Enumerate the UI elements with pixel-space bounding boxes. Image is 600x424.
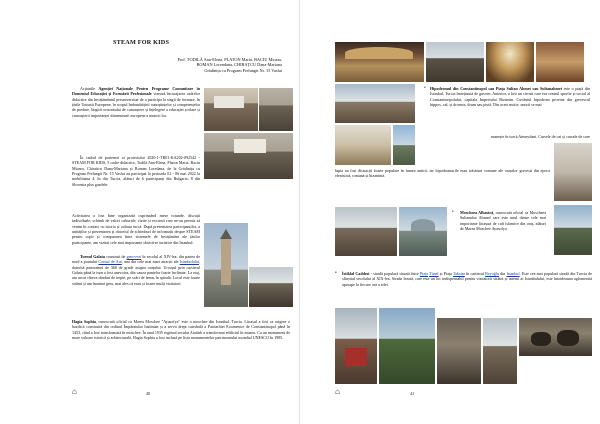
- hippodrome-continuation: numește în turcă Atmeydani. Cursele de cai și cursele de care: [490, 134, 590, 139]
- bullet-blue-mosque: •: [452, 210, 454, 215]
- photo-group-blue-mosque: [335, 207, 397, 256]
- intro-paragraph: Acțiunile Agenției Naționale Pentru Programe Comunitare în Domeniul Educației și Formării Profesionale vizează încurajarea cadrelor didactice din învățământul preuniversitar de a participa la stagii de formare, în țările Uniunii Europene, în scopul îmbunătățirii cunoștințelor și competențelor de predare, lărgirii orizontului de cunoaștere și înțelegere a educației școlare și cunoașterii importanței dimensiunii europene a muncii lor.: [72, 86, 200, 118]
- home-icon-left: ⌂: [72, 387, 77, 396]
- hippodrome-ending: lupta au fost distracții foarte populare în lumea antică, iar hipodromurile erau trăsături comune ale orașelor grecești din epoca elenistică, romană și bizantină.: [335, 168, 550, 179]
- cornul-de-aur-link[interactable]: Cornul de Aur: [98, 259, 122, 265]
- photo-group-street: [483, 318, 517, 384]
- tunel-link[interactable]: Tünel: [429, 271, 439, 276]
- istiklal-title: İstiklal Caddesi: [342, 271, 370, 276]
- blue-mosque-paragraph: Moscheea Albastră, cunoscută oficial ca Moscheea Sultanului Ahmed care este unul dintre cele mai importante lăcașuri de cult islamice din oraș, alături de Marea Moschee Ayasofya.: [460, 210, 546, 232]
- bullet-hippodrome: •: [424, 86, 426, 91]
- photo-istiklal-street: [379, 308, 435, 384]
- beyoglu-link[interactable]: Beyoğlu: [485, 271, 499, 276]
- photo-group-park: [554, 205, 592, 255]
- page-number-right: 41: [410, 391, 415, 396]
- hagia-sophia-label: Hagia Sophia: [72, 319, 96, 324]
- activity-paragraph: Activitatea a fost bine organizată cuprinzând mese rotunde, discuții individuale, schimb de valori culturale, vizite și excursii care ne-au permis să venim în contact cu istoria și cultura turcă. După prezentarea participanților, a unităților și prezentarea și obiceiul de schimburi de informații despre STEAM pentru copii și compararea între sistemele de învățământ ale țărilor participante, am vizitat cele mai importante obiective turistice din Istanbul.: [72, 213, 200, 245]
- photo-mosque-interior-2: [536, 42, 584, 82]
- photo-presentation: [259, 88, 293, 131]
- photo-dome-ceiling: [486, 42, 534, 82]
- photo-seminar: [204, 133, 293, 179]
- authors-block: [72, 57, 282, 73]
- photo-mosque-interior-1: [335, 42, 424, 82]
- photo-galata-tower: [204, 223, 248, 307]
- galata-label: Turnul Galata: [80, 254, 105, 259]
- istanbul-link-right[interactable]: Istanbul: [506, 271, 520, 276]
- blue-mosque-title: Moscheea Albastră,: [460, 210, 495, 215]
- photo-blue-mosque: [399, 207, 447, 256]
- authors-line-1: Prof. TODILĂ Ana-Elena, PLATON Maria, BACIU Mioara,: [177, 57, 282, 62]
- right-page: [300, 0, 600, 424]
- photo-museum: [437, 318, 481, 384]
- galata-paragraph: Turnul Galata construit de genovezi în secolul al XIV-lea, din partea de nord a pontului Cornul de Aur, una din cele mai mari atracții ale Istanbulului, datorită panoramei de 360 de grade asupra orașului. Urcușul prin cartierul Galata până la turn a fost anevoios, din cauza pantelor foarte înclinate. La etaj, am urcat câteva rânduri de trepte, pe scări de lemn, în spirală. Locul este foarte strâmt și am înaintat greu, mai ales că erau și foarte mulți vizitatori.: [72, 254, 201, 286]
- istiklal-paragraph: İstiklal Caddesi - stradă populară situată între Piața Tünel și Piața Taksim în cartierul Beyoğlu din Istanbul. Este cea mai populară stradă din Turcia de sfârșitul secolului al XIX-lea. Strada lezată, care este un loc indispensabil pentru vizitatorii străini și interni ai Istanbulului, este întotdeauna aglomerată aproape la fiecare oră a zilei.: [342, 271, 592, 287]
- photo-hippodrome-crowd: [426, 42, 484, 82]
- hagia-sophia-paragraph: Hagia Sophia, cunoscută oficial ca Marea Moschee "Ayasofya" este o moschee din Istanbul, Turcia. Lăcașul a fost ca origine o bazilică construită din ordinul Împăratului Iustinian și a servit drept catedrală a Patriarhiei Ecumenice de Constantinopol până în 1453, când a fost transformată în moschee. În anul 1935 regimul secular Atatürk a transformat edificiul în muzeu. Ca un monument de mare valoare istorică și arhitecturală, Hagia Sophia a fost inclusă pe lista monumentelor patrimoniului mondial UNESCO în 1985.: [72, 319, 291, 341]
- page-number-left: 40: [146, 391, 151, 396]
- piata-link[interactable]: Piața: [419, 271, 428, 276]
- article-title: STEAM FOR KIDS: [113, 39, 170, 46]
- photo-street-visit: [249, 267, 293, 307]
- home-icon-right: ⌂: [335, 387, 340, 396]
- photo-lecture-room: [204, 88, 258, 131]
- photo-group-square: [335, 84, 415, 123]
- authors-line-2: ROMAN Lorendana, CHIRAȚCU Dana-Mariana: [196, 62, 282, 68]
- genovezi-link[interactable]: genovezi: [126, 254, 142, 259]
- photo-interior-portrait: [554, 143, 592, 201]
- istanbul-link[interactable]: Istanbulului: [179, 259, 199, 265]
- photo-istiklal-tram: [335, 308, 377, 384]
- taksim-link[interactable]: Taksim: [452, 271, 465, 276]
- photo-palace: [335, 125, 391, 165]
- hippodrome-title: Hipodromul din Constantinopol sau Piața Sultan Ahmet sau Sultanahmet: [430, 86, 563, 91]
- bullet-istiklal: •: [335, 271, 337, 276]
- hippodrome-paragraph: Hipodromul din Constantinopol sau Piața Sultan Ahmet sau Sultanahmet este o piață din Istanbul, Turcia întreținută de guvern. Anterior, a fost un circuit care era centrul sportiv și social al Constantinopolului, capitala Imperiului Bizantin. Cuvântul hipodrom provine din grecescul hippos, cal, și dromos, drum sau pistă. Din acest motiv, unorii se mai: [430, 86, 591, 108]
- photo-fountain: [393, 125, 415, 165]
- photo-horse-statues: [519, 318, 592, 356]
- project-paragraph: În cadrul de parteneri ai proiectului 2020-1-TR01-KA202-092542 - STEAM FOR KIDS, 5 cadre didactice, Todilă Ana-Elena, Platon Maria, Baciu Mioara, Chiraticu Dana-Mariana și Roman Loredana, de la Grădinița cu Program Prelungit Nr. 15 Vaslui au participat la perioada 02 - 06 mai 2022 la mobilitatea 4, în din Turcia, alături de 6 participanți din Bulgaria, 8 din Slovenia plus gazdele.: [72, 155, 200, 187]
- authors-line-3: Grădinița cu Program Prelungit Nr. 15 Vaslui: [204, 67, 282, 73]
